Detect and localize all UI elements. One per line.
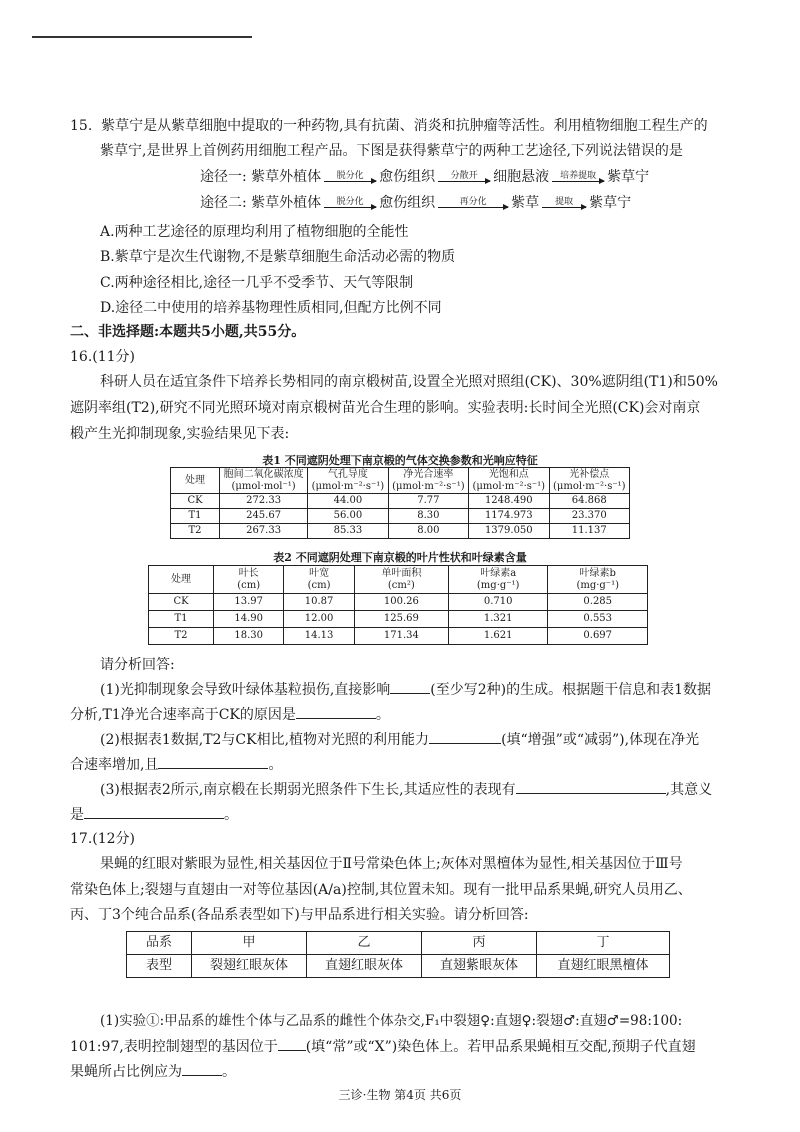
- answer-blank[interactable]: [390, 679, 430, 694]
- q16-sub2-line2: 合速率增加,且 。: [70, 754, 282, 775]
- q17-exp1-line1: (1)实验①:甲品系的雄性个体与乙品系的雌性个体杂交,F₁中裂翅♀:直翅♀:裂翅♂:直翅♂=98:100:: [100, 1013, 683, 1029]
- table1-header: 气孔导度 (μmol·m⁻²·s⁻¹): [308, 468, 388, 494]
- answer-blank[interactable]: [182, 1061, 222, 1076]
- answer-blank[interactable]: [429, 729, 501, 744]
- answer-blank[interactable]: [278, 1036, 306, 1051]
- route-one: 途径一: 紫草外植体 脱分化 愈伤组织 分散开 细胞悬液 培养提取 紫草宁: [200, 169, 650, 185]
- route-two: 途径二: 紫草外植体 脱分化 愈伤组织 再分化 紫草 提取 紫草宁: [200, 195, 632, 211]
- table1-caption: 表1 不同遮阴处理下南京椴的气体交换参数和光响应特征: [262, 454, 538, 467]
- arrow-icon: 提取: [542, 197, 586, 208]
- q15-stem-line2: 紫草宁,是世界上首例药用细胞工程产品。下图是获得紫草宁的两种工艺途径,下列说法错误的是: [100, 143, 683, 159]
- q15-option-b: B.紫草宁是次生代谢物,不是紫草细胞生命活动必需的物质: [100, 249, 456, 265]
- q16-intro-line3: 椴产生光抑制现象,实验结果见下表:: [70, 426, 290, 442]
- q16-sub2-line1: (2)根据表1数据,T2与CK相比,植物对光照的利用能力 (填“增强”或“减弱”),体现在净光: [100, 729, 699, 750]
- page-footer: 三诊·生物 第4页 共6页: [338, 1088, 462, 1102]
- table2-header: 单叶面积 (cm²): [354, 566, 448, 594]
- arrow-icon: 脱分化: [324, 171, 376, 182]
- q16-sub3-line1: (3)根据表2所示,南京椴在长期弱光照条件下生长,其适应性的表现有 ,其意义: [100, 779, 712, 800]
- q17-heading: 17.(12分): [70, 831, 136, 847]
- table-row: T1 245.67 56.00 8.30 1174.973 23.370: [171, 509, 630, 524]
- q15-number: 15.: [70, 118, 93, 134]
- q16-ask: 请分析回答:: [100, 657, 175, 673]
- table-row: CK 13.97 10.87 100.26 0.710 0.285: [149, 594, 648, 611]
- table1-header: 光饱和点 (μmol·m⁻²·s⁻¹): [469, 468, 549, 494]
- q16-sub1-line1: (1)光抑制现象会导致叶绿体基粒损伤,直接影响 (至少写2种)的生成。根据题干信息和表1数据: [100, 679, 711, 700]
- arrow-icon: 培养提取: [552, 171, 604, 182]
- table2-header: 叶宽 (cm): [284, 566, 354, 594]
- table2: [148, 565, 648, 645]
- table-row: T1 14.90 12.00 125.69 1.321 0.553: [149, 611, 648, 628]
- arrow-icon: 再分化: [438, 197, 508, 208]
- answer-blank[interactable]: [84, 804, 224, 819]
- arrow-icon: 分散开: [438, 171, 490, 182]
- q16-sub1-line2: 分析,T1净光合速率高于CK的原因是 。: [70, 704, 390, 725]
- table-row: CK 272.33 44.00 7.77 1248.490 64.868: [171, 494, 630, 509]
- table2-header: 叶长 (cm): [214, 566, 284, 594]
- table2-header: 叶绿素a (mg·g⁻¹): [448, 566, 548, 594]
- table-row: T2 18.30 14.13 171.34 1.621 0.697: [149, 628, 648, 645]
- table2-header: 处理: [149, 566, 214, 594]
- table3: [126, 931, 670, 978]
- top-rule: [32, 36, 252, 38]
- table1-header: 处理: [171, 468, 220, 494]
- q17-intro-line2: 常染色体上;裂翅与直翅由一对等位基因(A/a)控制,其位置未知。现有一批甲品系果蝇,研究人员用乙、: [70, 882, 692, 898]
- q17-intro-line3: 丙、丁3个纯合品系(各品系表型如下)与甲品系进行相关实验。请分析回答:: [70, 907, 529, 923]
- table1-header: 净光合速率 (μmol·m⁻²·s⁻¹): [388, 468, 468, 494]
- table2-header: 叶绿素b (mg·g⁻¹): [548, 566, 648, 594]
- q15-option-c: C.两种途径相比,途径一几乎不受季节、天气等限制: [100, 275, 414, 291]
- answer-blank[interactable]: [296, 704, 376, 719]
- table-row: T2 267.33 85.33 8.00 1379.050 11.137: [171, 524, 630, 539]
- table1: [170, 467, 630, 539]
- table1-header: 光补偿点 (μmol·m⁻²·s⁻¹): [549, 468, 629, 494]
- q15-option-a: A.两种工艺途径的原理均利用了植物细胞的全能性: [100, 224, 409, 240]
- table2-caption: 表2 不同遮阴处理下南京椴的叶片性状和叶绿素含量: [273, 551, 527, 564]
- answer-blank[interactable]: [516, 779, 666, 794]
- table1-header: 胞间二氧化碳浓度 (μmol·mol⁻¹): [220, 468, 308, 494]
- table-row: 品系 甲 乙 丙 丁: [127, 932, 670, 955]
- q17-intro-line1: 果蝇的红眼对紫眼为显性,相关基因位于Ⅱ号常染色体上;灰体对黑檀体为显性,相关基因位于Ⅲ号: [100, 856, 683, 872]
- arrow-icon: 脱分化: [324, 197, 376, 208]
- q17-exp1-line3: 果蝇所占比例应为 。: [70, 1061, 236, 1082]
- q15-stem-line1: 15. 紫草宁是从紫草细胞中提取的一种药物,具有抗菌、消炎和抗肿瘤等活性。利用植物细胞工程生产的: [70, 118, 708, 134]
- table-row: 表型 裂翅红眼灰体 直翅红眼灰体 直翅紫眼灰体 直翅红眼黑檀体: [127, 955, 670, 978]
- q16-intro-line2: 遮阴率组(T2),研究不同光照环境对南京椴树苗光合生理的影响。实验表明:长时间全光照(CK)会对南京: [70, 400, 701, 416]
- q16-heading: 16.(11分): [70, 349, 136, 365]
- q16-sub3-line2: 是 。: [70, 804, 238, 825]
- q16-intro-line1: 科研人员在适宜条件下培养长势相同的南京椴树苗,设置全光照对照组(CK)、30%遮阴组(T1)和50%: [100, 374, 718, 390]
- section-heading: 二、非选择题:本题共5小题,共55分。: [70, 324, 306, 340]
- q17-exp1-line2: 101:97,表明控制翅型的基因位于 (填“常”或“X”)染色体上。若甲品系果蝇相互交配,预期子代直翅: [70, 1036, 696, 1057]
- q15-option-d: D.途径二中使用的培养基物理性质相同,但配方比例不同: [100, 300, 442, 316]
- answer-blank[interactable]: [158, 754, 268, 769]
